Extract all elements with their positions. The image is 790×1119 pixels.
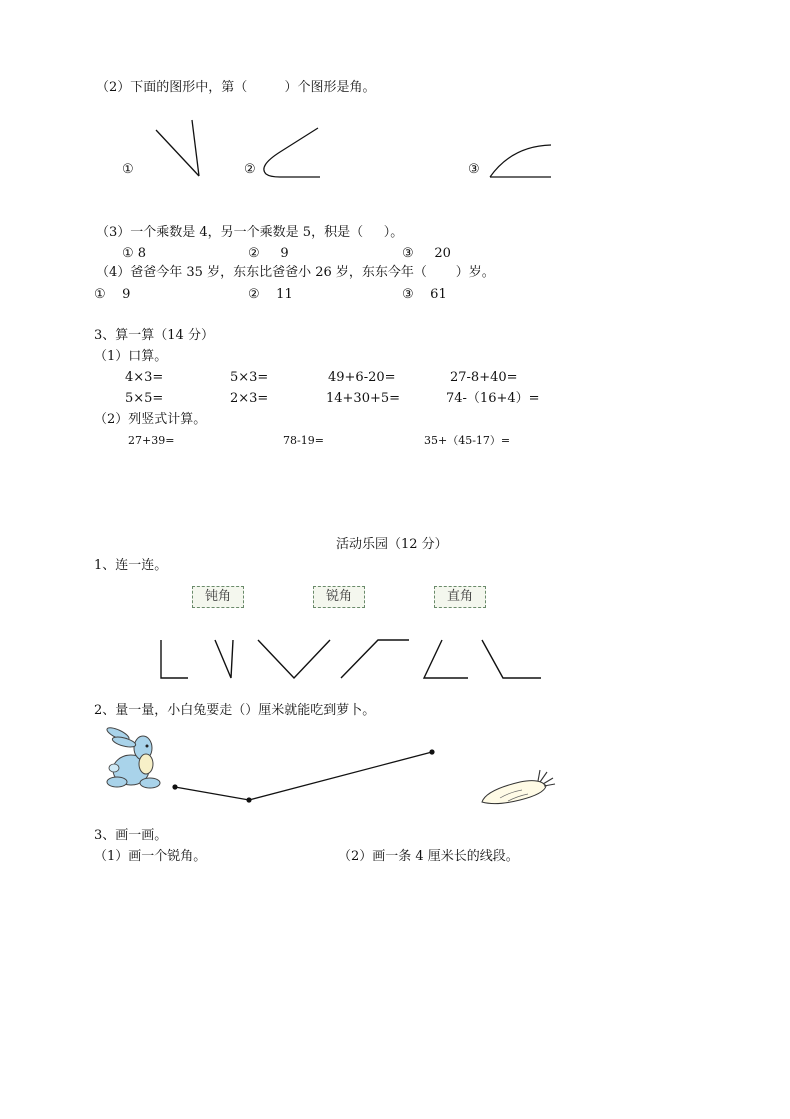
connect-heading: 1、连一连。	[94, 558, 168, 573]
q2-label-1: ①	[122, 162, 134, 177]
q2-figure-2	[264, 128, 320, 177]
angle-shape-acute-2	[424, 640, 468, 678]
angle-shape-obtuse-2	[341, 640, 409, 678]
q3-option-2: ② 9	[248, 246, 289, 261]
q2-figure-1	[156, 120, 199, 176]
rabbit-icon	[105, 725, 160, 788]
q2-figure-3	[490, 145, 551, 177]
calc-r1-c4: 27-8+40=	[450, 370, 518, 385]
q3-option-3: ③ 20	[402, 246, 451, 261]
calc-r3-c2: 78-19=	[283, 434, 324, 447]
calc-r2-c3: 14+30+5=	[326, 391, 401, 406]
q4-option-3: ③ 61	[402, 287, 447, 302]
q2-stem: （2）下面的图形中，第（ ）个图形是角。	[96, 80, 376, 95]
q4-option-2: ② 11	[248, 287, 293, 302]
measure-heading: 2、量一量，小白兔要走（）厘米就能吃到萝卜。	[94, 703, 376, 718]
calc-r1-c3: 49+6-20=	[328, 370, 396, 385]
card-acute[interactable]: 锐角	[313, 586, 365, 608]
q3-stem: （3）一个乘数是 4，另一个乘数是 5，积是（ ）。	[96, 225, 404, 240]
card-obtuse[interactable]: 钝角	[192, 586, 244, 608]
q4-option-1: ① 9	[94, 287, 131, 302]
q4-stem: （4）爸爸今年 35 岁，东东比爸爸小 26 岁，东东今年（ ）岁。	[96, 265, 495, 280]
calc-r3-c3: 35+（45-17）=	[424, 434, 511, 447]
path-point-end	[429, 749, 434, 754]
angle-shape-right	[161, 640, 188, 678]
carrot-icon	[482, 770, 555, 804]
calc-r1-c2: 5×3=	[230, 370, 269, 385]
card-right[interactable]: 直角	[434, 586, 486, 608]
q2-figures	[0, 0, 790, 200]
vertical-calc-label: （2）列竖式计算。	[94, 412, 207, 427]
angle-shape-obtuse-1	[258, 640, 330, 678]
path-point-middle	[246, 797, 251, 802]
angle-shape-acute-1	[215, 640, 233, 678]
calc-r2-c2: 2×3=	[230, 391, 269, 406]
calc-r1-c1: 4×3=	[125, 370, 164, 385]
q3-option-1: ① 8	[122, 246, 147, 261]
path-point-start	[172, 784, 177, 789]
calc-r2-c1: 5×5=	[125, 391, 164, 406]
draw-task-acute-angle: （1）画一个锐角。	[94, 849, 207, 864]
angle-shape-obtuse-3	[482, 640, 541, 678]
q2-label-3: ③	[468, 162, 480, 177]
path-segments	[175, 752, 432, 800]
measure-figure	[0, 720, 790, 840]
calc-r2-c4: 74-（16+4）=	[446, 391, 540, 406]
q2-label-2: ②	[244, 162, 256, 177]
calc-heading: 3、算一算（14 分）	[94, 328, 214, 343]
calc-r3-c1: 27+39=	[128, 434, 175, 447]
oral-calc-label: （1）口算。	[94, 349, 168, 364]
draw-heading: 3、画一画。	[94, 828, 168, 843]
activity-title: 活动乐园（12 分）	[336, 537, 448, 552]
draw-task-line-segment: （2）画一条 4 厘米长的线段。	[338, 849, 519, 864]
